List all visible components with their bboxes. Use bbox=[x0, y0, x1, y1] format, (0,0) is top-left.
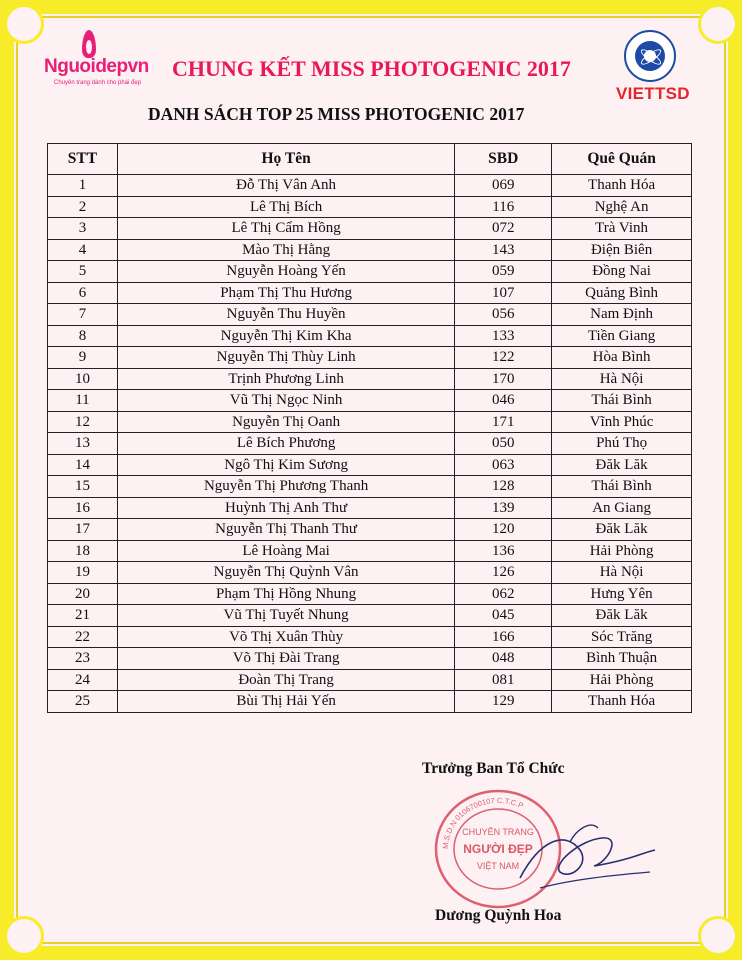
row-stt: 15 bbox=[48, 476, 118, 498]
row-sbd: 081 bbox=[455, 669, 552, 691]
row-sbd: 170 bbox=[455, 368, 552, 390]
row-sbd: 062 bbox=[455, 583, 552, 605]
frame-corner bbox=[4, 4, 44, 44]
row-name: Huỳnh Thị Anh Thư bbox=[117, 497, 454, 519]
frame-corner bbox=[4, 916, 44, 956]
row-hometown: Hưng Yên bbox=[552, 583, 692, 605]
row-name: Nguyễn Thị Phương Thanh bbox=[117, 476, 454, 498]
row-sbd: 046 bbox=[455, 390, 552, 412]
row-hometown: Thanh Hóa bbox=[552, 691, 692, 713]
row-hometown: Đăk Lăk bbox=[552, 519, 692, 541]
row-stt: 13 bbox=[48, 433, 118, 455]
row-hometown: Hà Nội bbox=[552, 562, 692, 584]
viettsd-logo bbox=[616, 30, 706, 108]
row-name: Nguyễn Thu Huyền bbox=[117, 304, 454, 326]
table-row bbox=[48, 519, 692, 541]
row-hometown: Thái Bình bbox=[552, 390, 692, 412]
row-name: Nguyễn Thị Oanh bbox=[117, 411, 454, 433]
signature-title: Trưởng Ban Tổ Chức bbox=[422, 760, 565, 777]
row-sbd: 166 bbox=[455, 626, 552, 648]
row-sbd: 045 bbox=[455, 605, 552, 627]
row-name: Võ Thị Xuân Thùy bbox=[117, 626, 454, 648]
table-body bbox=[48, 175, 692, 713]
row-hometown: Thái Bình bbox=[552, 476, 692, 498]
row-hometown: Điện Biên bbox=[552, 239, 692, 261]
row-sbd: 128 bbox=[455, 476, 552, 498]
table-row bbox=[48, 390, 692, 412]
row-stt: 19 bbox=[48, 562, 118, 584]
row-stt: 7 bbox=[48, 304, 118, 326]
table-row bbox=[48, 476, 692, 498]
signer-name: Dương Quỳnh Hoa bbox=[435, 907, 562, 924]
nguoidepvn-logo bbox=[44, 30, 148, 90]
row-hometown: Thanh Hóa bbox=[552, 175, 692, 197]
table-row bbox=[48, 239, 692, 261]
row-name: Ngô Thị Kim Sương bbox=[117, 454, 454, 476]
row-stt: 11 bbox=[48, 390, 118, 412]
row-sbd: 107 bbox=[455, 282, 552, 304]
svg-text:VIỆT NAM: VIỆT NAM bbox=[476, 861, 520, 871]
row-hometown: Đăk Lăk bbox=[552, 454, 692, 476]
row-stt: 12 bbox=[48, 411, 118, 433]
row-sbd: 139 bbox=[455, 497, 552, 519]
row-stt: 25 bbox=[48, 691, 118, 713]
table-row bbox=[48, 368, 692, 390]
row-hometown: Trà Vinh bbox=[552, 218, 692, 240]
row-hometown: Vĩnh Phúc bbox=[552, 411, 692, 433]
table-row bbox=[48, 562, 692, 584]
row-stt: 17 bbox=[48, 519, 118, 541]
row-name: Vũ Thị Ngọc Ninh bbox=[117, 390, 454, 412]
table-row bbox=[48, 218, 692, 240]
row-stt: 2 bbox=[48, 196, 118, 218]
row-hometown: Đăk Lăk bbox=[552, 605, 692, 627]
row-hometown: Hà Nội bbox=[552, 368, 692, 390]
header-stt: STT bbox=[48, 144, 118, 175]
row-stt: 9 bbox=[48, 347, 118, 369]
table-row bbox=[48, 175, 692, 197]
row-hometown: An Giang bbox=[552, 497, 692, 519]
table-row bbox=[48, 304, 692, 326]
row-hometown: Sóc Trăng bbox=[552, 626, 692, 648]
row-name: Mào Thị Hằng bbox=[117, 239, 454, 261]
table-row bbox=[48, 433, 692, 455]
table-row bbox=[48, 669, 692, 691]
table-row bbox=[48, 583, 692, 605]
atom-seal-icon bbox=[624, 30, 676, 82]
row-sbd: 069 bbox=[455, 175, 552, 197]
row-sbd: 050 bbox=[455, 433, 552, 455]
row-stt: 23 bbox=[48, 648, 118, 670]
row-sbd: 116 bbox=[455, 196, 552, 218]
row-sbd: 048 bbox=[455, 648, 552, 670]
handwritten-signature bbox=[510, 800, 660, 910]
header-name: Họ Tên bbox=[117, 144, 454, 175]
header-sbd: SBD bbox=[455, 144, 552, 175]
row-sbd: 129 bbox=[455, 691, 552, 713]
row-sbd: 059 bbox=[455, 261, 552, 283]
table-row bbox=[48, 691, 692, 713]
row-hometown: Tiền Giang bbox=[552, 325, 692, 347]
row-hometown: Bình Thuận bbox=[552, 648, 692, 670]
row-stt: 4 bbox=[48, 239, 118, 261]
table-row bbox=[48, 626, 692, 648]
row-name: Lê Bích Phương bbox=[117, 433, 454, 455]
flame-icon bbox=[82, 30, 96, 58]
header-hometown: Quê Quán bbox=[552, 144, 692, 175]
table-row bbox=[48, 196, 692, 218]
row-name: Đoàn Thị Trang bbox=[117, 669, 454, 691]
row-stt: 24 bbox=[48, 669, 118, 691]
frame-corner bbox=[698, 916, 738, 956]
row-sbd: 056 bbox=[455, 304, 552, 326]
viettsd-brand-text: VIETTSD bbox=[616, 84, 690, 103]
row-stt: 1 bbox=[48, 175, 118, 197]
row-stt: 22 bbox=[48, 626, 118, 648]
svg-text:CHUYÊN TRANG: CHUYÊN TRANG bbox=[462, 827, 534, 837]
table-row bbox=[48, 497, 692, 519]
row-stt: 20 bbox=[48, 583, 118, 605]
row-stt: 16 bbox=[48, 497, 118, 519]
table-row bbox=[48, 325, 692, 347]
row-name: Võ Thị Đài Trang bbox=[117, 648, 454, 670]
row-hometown: Nghệ An bbox=[552, 196, 692, 218]
row-hometown: Hải Phòng bbox=[552, 540, 692, 562]
row-name: Vũ Thị Tuyết Nhung bbox=[117, 605, 454, 627]
table-header-row bbox=[48, 144, 692, 175]
row-stt: 10 bbox=[48, 368, 118, 390]
row-name: Đỗ Thị Vân Anh bbox=[117, 175, 454, 197]
logo-brand-text: Nguoidepvn bbox=[44, 56, 149, 77]
row-sbd: 120 bbox=[455, 519, 552, 541]
svg-text:M.S.D.N 0106700107 C.T.C.P: M.S.D.N 0106700107 C.T.C.P bbox=[440, 795, 525, 850]
row-sbd: 143 bbox=[455, 239, 552, 261]
row-stt: 18 bbox=[48, 540, 118, 562]
row-name: Lê Thị Cẩm Hồng bbox=[117, 218, 454, 240]
row-stt: 21 bbox=[48, 605, 118, 627]
row-name: Lê Hoàng Mai bbox=[117, 540, 454, 562]
row-stt: 14 bbox=[48, 454, 118, 476]
row-sbd: 133 bbox=[455, 325, 552, 347]
row-sbd: 136 bbox=[455, 540, 552, 562]
row-name: Phạm Thị Hồng Nhung bbox=[117, 583, 454, 605]
list-title: DANH SÁCH TOP 25 MISS PHOTOGENIC 2017 bbox=[148, 104, 525, 124]
table-row bbox=[48, 648, 692, 670]
logo-tagline: Chuyên trang dành cho phái đẹp bbox=[54, 80, 142, 86]
row-name: Nguyễn Hoàng Yến bbox=[117, 261, 454, 283]
row-name: Nguyễn Thị Quỳnh Vân bbox=[117, 562, 454, 584]
row-name: Nguyễn Thị Thanh Thư bbox=[117, 519, 454, 541]
table-row bbox=[48, 411, 692, 433]
table-row bbox=[48, 261, 692, 283]
row-name: Trịnh Phương Linh bbox=[117, 368, 454, 390]
row-hometown: Hòa Bình bbox=[552, 347, 692, 369]
row-sbd: 072 bbox=[455, 218, 552, 240]
row-hometown: Phú Thọ bbox=[552, 433, 692, 455]
row-sbd: 171 bbox=[455, 411, 552, 433]
row-hometown: Đồng Nai bbox=[552, 261, 692, 283]
row-stt: 8 bbox=[48, 325, 118, 347]
row-stt: 3 bbox=[48, 218, 118, 240]
row-name: Nguyễn Thị Kim Kha bbox=[117, 325, 454, 347]
row-sbd: 063 bbox=[455, 454, 552, 476]
row-hometown: Quảng Bình bbox=[552, 282, 692, 304]
row-sbd: 126 bbox=[455, 562, 552, 584]
row-name: Phạm Thị Thu Hương bbox=[117, 282, 454, 304]
page-title: CHUNG KẾT MISS PHOTOGENIC 2017 bbox=[172, 56, 571, 81]
table-row bbox=[48, 454, 692, 476]
table-row bbox=[48, 540, 692, 562]
row-sbd: 122 bbox=[455, 347, 552, 369]
table-row bbox=[48, 347, 692, 369]
row-name: Bùi Thị Hải Yến bbox=[117, 691, 454, 713]
row-stt: 6 bbox=[48, 282, 118, 304]
row-hometown: Hải Phòng bbox=[552, 669, 692, 691]
row-stt: 5 bbox=[48, 261, 118, 283]
row-hometown: Nam Định bbox=[552, 304, 692, 326]
row-name: Nguyễn Thị Thùy Linh bbox=[117, 347, 454, 369]
svg-text:NGƯỜI ĐẸP: NGƯỜI ĐẸP bbox=[463, 842, 533, 856]
table-row bbox=[48, 605, 692, 627]
row-name: Lê Thị Bích bbox=[117, 196, 454, 218]
top25-table bbox=[47, 143, 692, 713]
table-row bbox=[48, 282, 692, 304]
